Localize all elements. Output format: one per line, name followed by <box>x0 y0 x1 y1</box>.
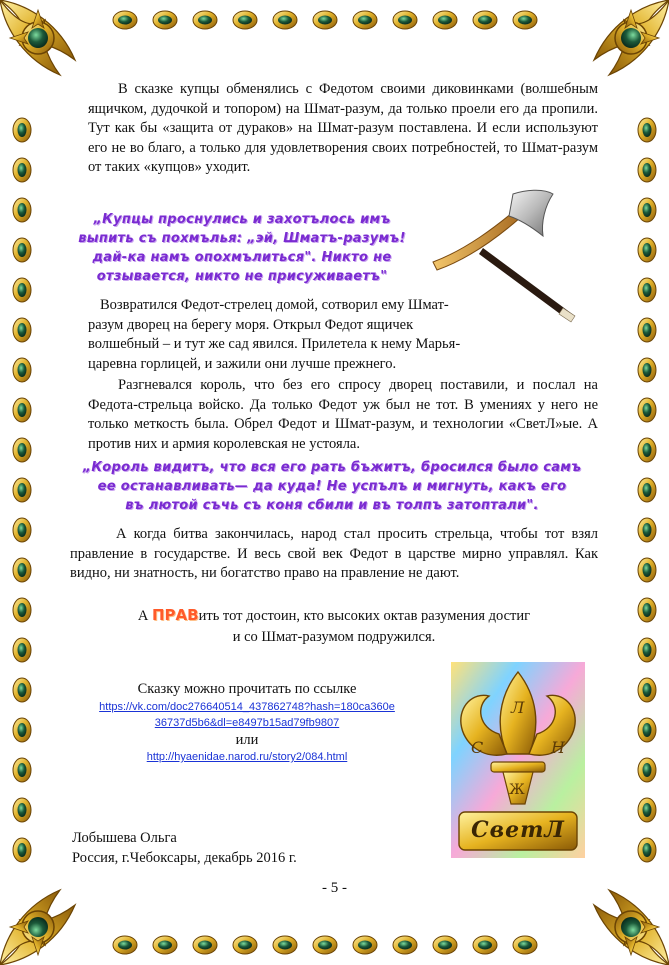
closing-line-2: и со Шмат-разумом подружился. <box>232 629 436 645</box>
vk-link-line-2[interactable]: 36737d5b6&dl=e8497b15ad79fb9807 <box>154 717 340 729</box>
quote-2-line-2: ее останавливать— да куда! Не успълъ и мигнуть, какъ его <box>97 479 567 494</box>
closing-prefix: А <box>137 608 152 624</box>
quote-2-line-1: „Король видитъ, что вся его рать бъжитъ, бросился было самъ <box>82 460 582 475</box>
logo-letter-bottom: Ж <box>509 782 525 798</box>
quote-1-line-4: отзывается, никто не присуживаетъ" <box>96 269 388 284</box>
quote-2 <box>62 458 602 515</box>
quote-1-line-3: дай-ка намъ опохмълиться". Никто не <box>92 250 392 265</box>
page-number: - 5 - <box>322 880 347 896</box>
logo-letter-top: Л <box>511 698 525 717</box>
paragraph-4: А когда битва закончилась, народ стал просить стрельца, чтобы тот взял правление в государстве. И весь свой век Федот в царстве мирно управлял. Как видно, ни знатность, ни богатство право на правление не дают. <box>70 526 598 581</box>
paragraph-1: В сказке купцы обменялись с Федотом своими диковинками (волшебным ящичком, дудочкой и топором) на Шмат-разум, да только проели его да пропили. Тут как бы «защита от дураков» на Шмат-разум поставлена. И если используют его не во благо, а только для удовлетворения своих потребностей, то Шмат-разум от таких «купцов» уходит. <box>88 81 598 175</box>
paragraph-2-line-3: волшебный – и тут же сад явился. Прилетела к нему Марья- <box>88 336 461 352</box>
paragraph-2-line-4: царевна горлицей, и зажили они лучше прежнего. <box>88 355 397 372</box>
links-block <box>82 680 412 765</box>
vk-link-line-1[interactable]: https://vk.com/doc276640514_437862748?hash=180ca360e <box>99 701 395 713</box>
closing-rest: ить тот достоин, кто высоких октав разумения достиг <box>198 608 531 624</box>
paragraph-2-line-1: Возвратился Федот-стрелец домой, сотворил ему Шмат- <box>100 297 449 313</box>
logo-letter-left: С <box>471 738 484 757</box>
logo-word: СветЛ <box>471 817 565 843</box>
quote-1-line-2: выпить съ похмълья: „эй, Шматъ-разумъ! <box>78 231 406 246</box>
closing-lines <box>70 605 598 648</box>
paragraph-2 <box>88 296 496 374</box>
or-text: или <box>235 732 259 748</box>
paragraph-2-line-2: разум дворец на берегу моря. Открыл Федот ящичек <box>88 316 414 333</box>
svetl-logo <box>451 662 585 858</box>
quote-1-line-1: „Купцы проснулись и захотълось имъ <box>93 212 391 227</box>
author-name: Лобышева Ольга <box>72 830 177 846</box>
closing-line-1 <box>70 605 598 627</box>
place-date: Россия, г.Чебоксары, декабрь 2016 г. <box>72 850 297 866</box>
signature <box>72 828 297 868</box>
quote-2-line-3: въ лютой съчь съ коня сбили и въ толпъ затоптали". <box>125 498 539 513</box>
prav-highlight: ПРАВ <box>152 606 199 624</box>
links-intro: Сказку можно прочитать по ссылке <box>137 681 357 697</box>
quote-1 <box>62 210 422 286</box>
narod-link[interactable]: http://hyaenidae.narod.ru/story2/084.html <box>146 751 348 763</box>
paragraph-3: Разгневался король, что без его спросу дворец поставили, и послал на Федота-стрельца войско. Да только Федот уж был не тот. В умениях у него не только меткость была. Обрел Федот и Шмат-разум, и технологии «СветЛ»ые. А против них и армия королевская не устояла. <box>88 377 598 452</box>
logo-letter-right: Н <box>551 738 565 757</box>
